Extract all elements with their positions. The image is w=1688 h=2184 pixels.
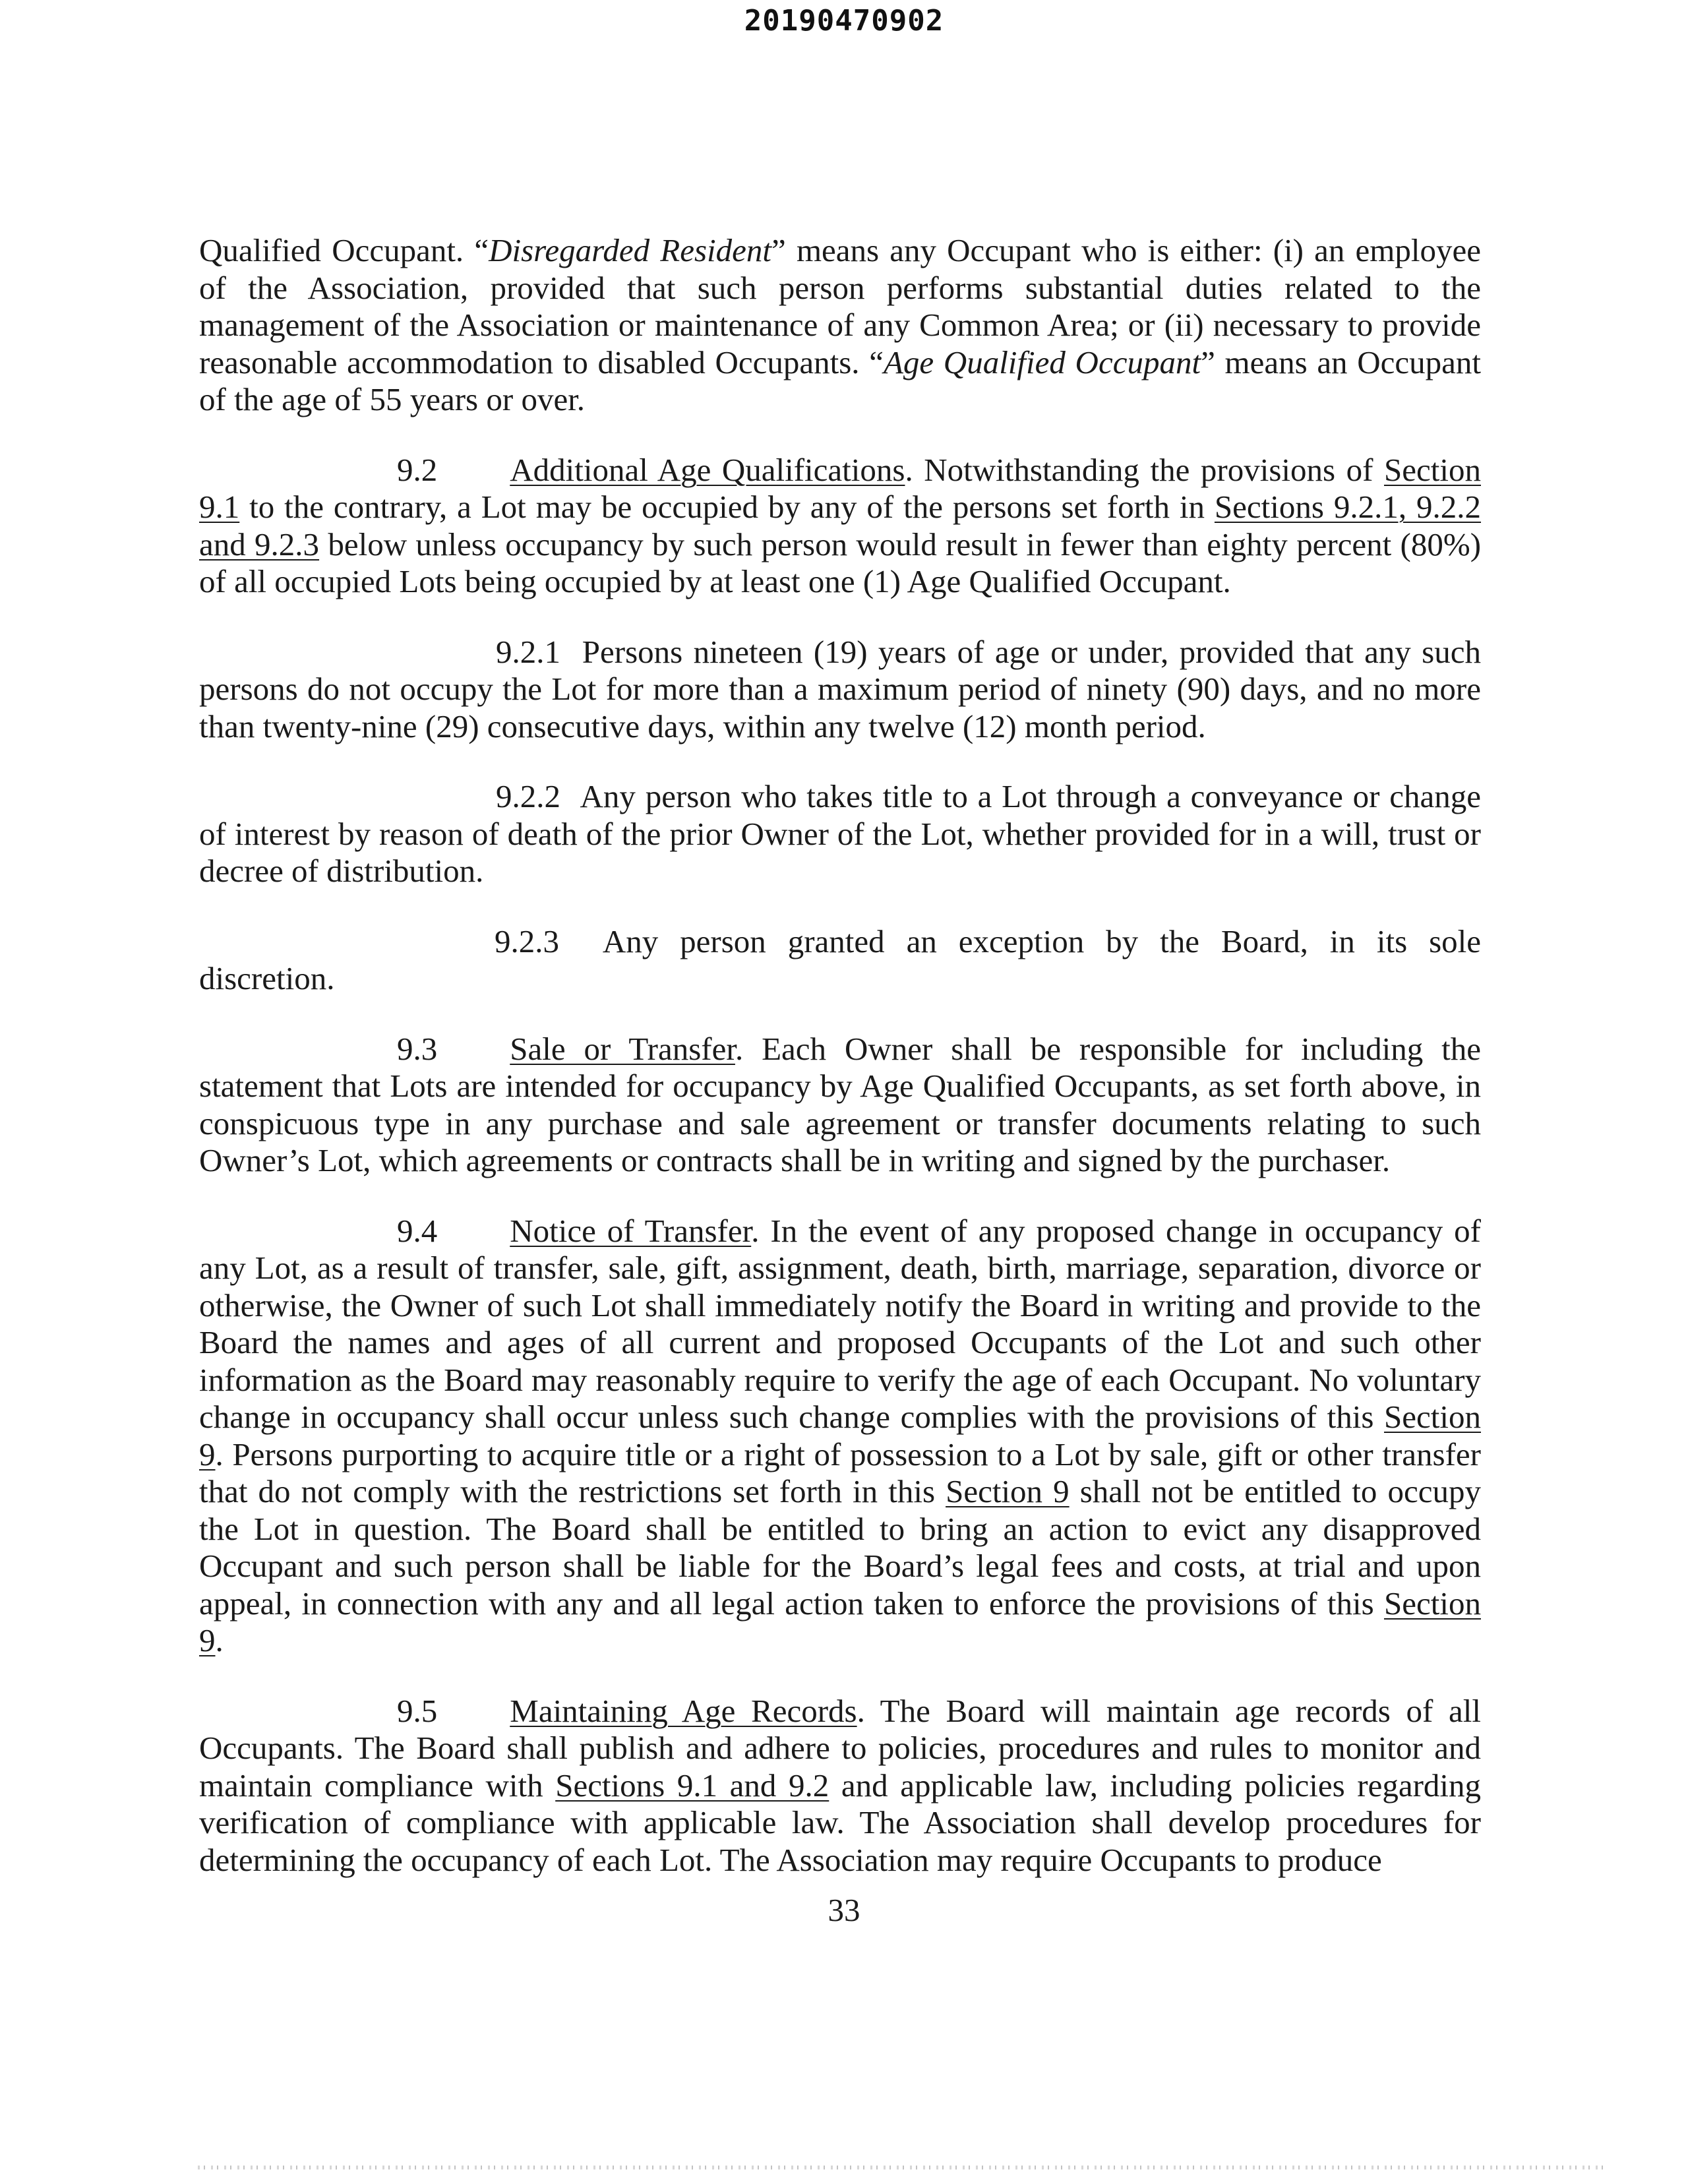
- text: below unless occupancy by such person would result in fewer than eighty percent (80%) of all occupied Lots being occupied by at least one (1) Age Qualified Occupant.: [199, 526, 1482, 599]
- section-9-2-3: [199, 923, 1481, 998]
- paragraph-definitions: [199, 232, 1481, 419]
- section-title: Notice of Transfer: [510, 1212, 752, 1249]
- section-title: Maintaining Age Records: [510, 1692, 857, 1729]
- scan-artifact: [198, 2166, 1609, 2169]
- section-9-2: [199, 452, 1481, 601]
- section-9-5: [199, 1693, 1481, 1879]
- text: discretion.: [199, 960, 335, 996]
- section-9-2-2: [199, 778, 1481, 890]
- text: Any person granted an exception by the Board, in its sole: [602, 923, 1482, 959]
- section-number: 9.2: [397, 451, 438, 488]
- section-9-3: [199, 1031, 1481, 1180]
- defined-term: Age Qualified Occupant: [883, 344, 1201, 380]
- text: to the contrary, a Lot may be occupied by any of the persons set forth in: [239, 489, 1215, 525]
- text: . Notwithstanding the provisions of: [905, 451, 1385, 488]
- text: . Persons purporting to acquire title or a right of possession to a Lot by sale, gift or other transfer that do not comply with the restrictions set forth in this: [199, 1436, 1481, 1509]
- section-reference: Section 9: [199, 1399, 1481, 1472]
- section-9-2-1: [199, 634, 1481, 746]
- text: . In the event of any proposed change in occupancy of any Lot, as a result of transfer, sale, gift, assignment, death, birth, marriage, separation, divorce or otherwise, the Owner of such Lot shall immediately notify the Board in writing and provide to the Board the names and ages of all current and proposed Occupants of the Lot and such other information as the Board may reasonably require to verify the age of each Occupant. No voluntary change in occupancy shall occur unless such change complies with the provisions of this: [199, 1212, 1481, 1435]
- section-reference: Sections 9.2.1, 9.2.2 and 9.2.3: [199, 489, 1482, 562]
- text: ” means any Occupant who is either: (i) an employee of the Association, provided that such person performs substantial duties related to the management of the Association or maintenance of any Common Area; or (ii) necessary to provide reasonable accommodation to disabled Occupants. “: [199, 232, 1481, 380]
- section-title: Sale or Transfer: [510, 1030, 735, 1067]
- section-number: 9.5: [397, 1692, 438, 1729]
- text: .: [215, 1622, 224, 1658]
- text: Any person who takes title to a Lot through a conveyance or change of interest by reason of death of the prior Owner of the Lot, whether provided for in a will, trust or decree of distribution.: [199, 778, 1481, 889]
- section-reference: Section 9.1: [199, 451, 1481, 525]
- text: Qualified Occupant. “: [199, 232, 489, 268]
- section-number: 9.2.2: [496, 778, 560, 814]
- text: shall not be entitled to occupy the Lot in question. The Board shall be entitled to bring an action to evict any disapproved Occupant and such person shall be liable for the Board’s legal fees and costs, at trial and upon appeal, in connection with any and all legal action taken to enforce the provisions of this: [199, 1473, 1481, 1622]
- section-number: 9.2.1: [496, 633, 560, 670]
- defined-term: Disregarded Resident: [489, 232, 772, 268]
- section-number: 9.3: [397, 1030, 438, 1067]
- text: Persons nineteen (19) years of age or under, provided that any such persons do not occupy the Lot for more than a maximum period of ninety (90) days, and no more than twenty-nine (29) consecutive days, within any twelve (12) month period.: [199, 633, 1482, 744]
- page-number: 33: [828, 1892, 860, 1928]
- section-reference: Section 9: [946, 1473, 1070, 1509]
- section-9-4: [199, 1213, 1481, 1660]
- document-number: 20190470902: [744, 4, 944, 38]
- text: and applicable law, including policies regarding verification of compliance with applicable law. The Association shall develop procedures for determining the occupancy of each Lot. The Association may require Occupants to produce: [199, 1767, 1481, 1878]
- section-reference: Section 9: [199, 1585, 1481, 1658]
- section-number: 9.4: [397, 1212, 438, 1249]
- text: . The Board will maintain age records of all Occupants. The Board shall publish and adhere to policies, procedures and rules to monitor and maintain compliance with: [199, 1692, 1481, 1804]
- text: ” means an Occupant of the age of 55 years or over.: [199, 344, 1481, 417]
- section-9-2-3-line: [495, 923, 1481, 961]
- document-body: [199, 232, 1481, 1912]
- section-title: Additional Age Qualifications: [510, 451, 905, 488]
- section-reference: Sections 9.1 and 9.2: [555, 1767, 829, 1804]
- section-number: 9.2.3: [495, 923, 559, 959]
- text: . Each Owner shall be responsible for including the statement that Lots are intended for occupancy by Age Qualified Occupants, as set forth above, in conspicuous type in any purchase and sale agreement or transfer documents relating to such Owner’s Lot, which agreements or contracts shall be in writing and signed by the purchaser.: [199, 1030, 1481, 1178]
